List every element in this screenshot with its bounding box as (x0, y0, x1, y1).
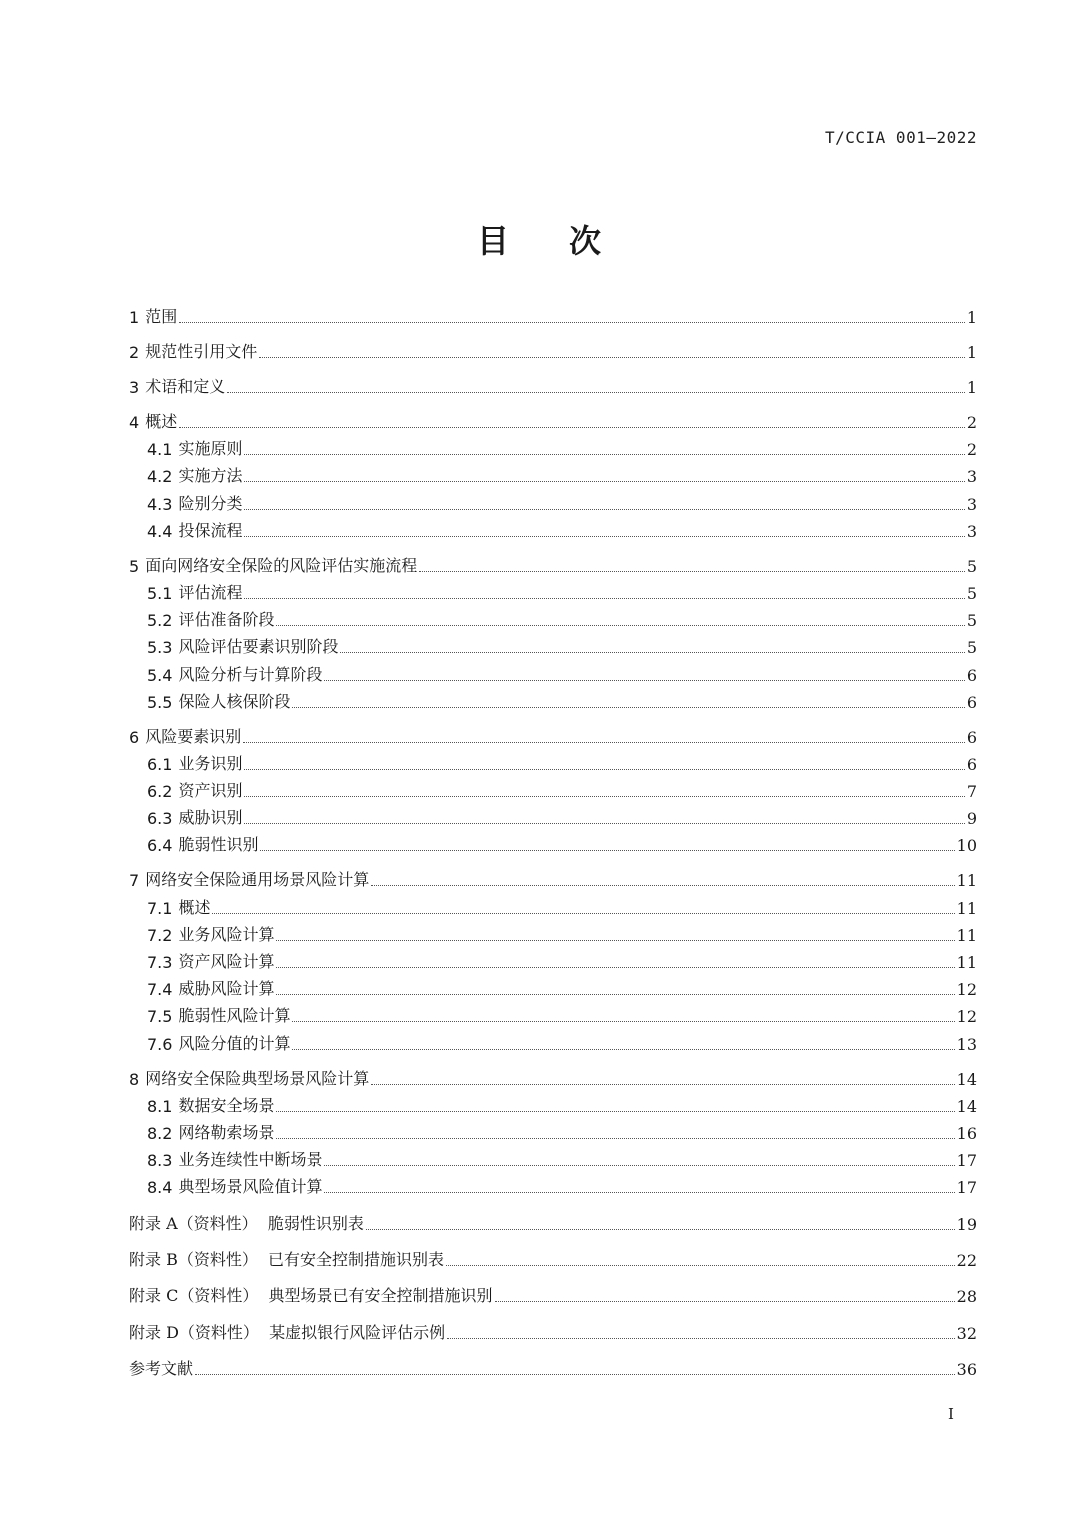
toc-entry[interactable] (129, 1089, 977, 1116)
toc-entry-page: 5 (966, 638, 977, 658)
toc-entry[interactable] (129, 1116, 977, 1143)
toc-entry-number: 5.3 (147, 638, 173, 658)
toc-entry-page: 14 (956, 1096, 977, 1116)
toc-entry-number: 8 (129, 1069, 140, 1089)
toc-entry-title: 概述 (178, 897, 211, 917)
toc-entry[interactable] (129, 397, 977, 432)
toc-entry-title: 业务识别 (178, 753, 243, 773)
title-part-1: 目 (476, 222, 511, 260)
toc-leader-dots (276, 993, 954, 995)
toc-entry-page: 11 (956, 898, 977, 918)
toc-entry-title: 面向网络安全保险的风险评估实施流程 (145, 555, 418, 575)
toc-entry-title: 数据安全场景 (178, 1095, 275, 1115)
toc-entry[interactable] (129, 1143, 977, 1170)
toc-entry-page: 13 (956, 1034, 977, 1054)
toc-leader-dots (244, 508, 964, 510)
toc-leader-dots (324, 679, 964, 681)
toc-leader-dots (244, 597, 964, 599)
toc-entry-title: 附录 A（资料性） 脆弱性识别表 (129, 1213, 364, 1233)
toc-entry-page: 6 (966, 727, 977, 747)
toc-entry-page: 10 (956, 836, 977, 856)
toc-entry-title: 脆弱性识别 (178, 835, 259, 855)
toc-entry-title: 脆弱性风险计算 (178, 1006, 291, 1026)
toc-entry-title: 资产风险计算 (178, 952, 275, 971)
toc-entry-page: 3 (966, 521, 977, 541)
toc-entry[interactable] (129, 327, 977, 362)
toc-entry-number: 3 (129, 378, 140, 397)
toc-entry-page: 17 (956, 1151, 977, 1171)
toc-entry[interactable] (129, 972, 977, 999)
toc-entry-number: 1 (129, 308, 140, 327)
toc-entry[interactable] (129, 459, 977, 486)
toc-entry[interactable] (129, 855, 977, 890)
toc-entry-number: 8.1 (147, 1096, 173, 1116)
toc-leader-dots (276, 966, 954, 968)
toc-entry-title: 网络安全保险通用场景风险计算 (145, 870, 370, 890)
toc-entry-page: 19 (956, 1214, 977, 1234)
toc-entry-title: 典型场景风险值计算 (178, 1177, 323, 1197)
toc-entry-number: 4.4 (147, 521, 173, 541)
toc-leader-dots (371, 1083, 954, 1085)
toc-entry-page: 28 (956, 1287, 977, 1307)
toc-entry-number: 6.4 (147, 836, 173, 856)
toc-entry[interactable] (129, 1054, 977, 1089)
toc-entry-title: 风险要素识别 (145, 726, 242, 746)
toc-entry-page: 12 (956, 1007, 977, 1027)
toc-leader-dots (244, 768, 964, 770)
toc-entry-number: 5.5 (147, 692, 173, 712)
toc-entry-page: 5 (966, 583, 977, 603)
toc-entry[interactable] (129, 918, 977, 945)
toc-leader-dots (292, 1020, 954, 1022)
toc-leader-dots (292, 706, 964, 708)
toc-entry-page: 1 (966, 308, 977, 327)
toc-leader-dots (244, 822, 964, 824)
toc-entry-title: 风险分析与计算阶段 (178, 664, 323, 684)
toc-entry-title: 威胁风险计算 (178, 979, 275, 999)
toc-entry[interactable] (129, 1270, 977, 1306)
toc-entry[interactable] (129, 292, 977, 327)
toc-entry-page: 9 (966, 809, 977, 829)
toc-leader-dots (179, 321, 965, 323)
toc-entry-number: 7.4 (147, 980, 173, 1000)
toc-entry[interactable] (129, 712, 977, 747)
toc-entry-title: 投保流程 (178, 520, 243, 540)
toc-entry[interactable] (129, 486, 977, 513)
toc-entry-title: 附录 D（资料性） 某虚拟银行风险评估示例 (129, 1322, 446, 1342)
toc-leader-dots (495, 1300, 955, 1302)
toc-entry-title: 保险人核保阶段 (178, 691, 291, 711)
toc-leader-dots (276, 1110, 954, 1112)
toc-entry-number: 6.1 (147, 754, 173, 774)
toc-entry-page: 11 (956, 953, 977, 972)
toc-entry[interactable] (129, 630, 977, 657)
document-code: T/CCIA 001—2022 (825, 128, 977, 147)
toc-entry-page: 2 (966, 440, 977, 460)
toc-entry[interactable] (129, 1234, 977, 1270)
page-title (0, 216, 1080, 262)
toc-entry-title: 范围 (145, 307, 178, 326)
toc-entry[interactable] (129, 657, 977, 684)
toc-entry-title: 实施原则 (178, 439, 243, 459)
toc-entry-number: 4.1 (147, 440, 173, 460)
toc-entry-number: 8.2 (147, 1123, 173, 1143)
toc-entry-page: 11 (956, 925, 977, 945)
toc-entry-page: 36 (956, 1360, 977, 1380)
toc-entry-page: 14 (956, 1069, 977, 1089)
toc-entry-number: 5.1 (147, 583, 173, 603)
toc-entry-page: 12 (956, 980, 977, 1000)
toc-entry-page: 6 (966, 665, 977, 685)
toc-entry-title: 网络安全保险典型场景风险计算 (145, 1068, 370, 1088)
toc-leader-dots (244, 795, 964, 797)
toc-entry[interactable] (129, 1170, 977, 1197)
toc-leader-dots (260, 849, 954, 851)
toc-entry-page: 5 (966, 611, 977, 631)
toc-entry-number: 5.4 (147, 665, 173, 685)
toc-entry-title: 附录 B（资料性） 已有安全控制措施识别表 (129, 1250, 445, 1270)
toc-leader-dots (276, 939, 954, 941)
toc-entry-number: 7 (129, 871, 140, 891)
toc-entry-title: 术语和定义 (145, 377, 226, 396)
toc-entry-page: 5 (966, 556, 977, 576)
toc-leader-dots (340, 651, 964, 653)
toc-entry[interactable] (129, 1026, 977, 1053)
toc-entry-number: 4.3 (147, 494, 173, 514)
toc-entry[interactable] (129, 576, 977, 603)
toc-entry-number: 7.3 (147, 953, 173, 972)
toc-leader-dots (195, 1373, 955, 1375)
toc-entry[interactable] (129, 541, 977, 576)
toc-entry-title: 资产识别 (178, 781, 243, 801)
toc-entry-number: 4 (129, 413, 140, 432)
toc-entry-title: 概述 (145, 412, 178, 431)
toc-entry-page: 3 (966, 467, 977, 487)
toc-leader-dots (276, 624, 964, 626)
toc-entry[interactable] (129, 1197, 977, 1233)
toc-entry-page: 32 (956, 1323, 977, 1343)
toc-leader-dots (179, 426, 965, 428)
toc-entry-number: 7.2 (147, 925, 173, 945)
toc-entry[interactable] (129, 747, 977, 774)
toc-leader-dots (259, 356, 965, 358)
toc-entry-number: 8.3 (147, 1151, 173, 1171)
toc-entry-page: 22 (956, 1251, 977, 1271)
toc-entry-title: 附录 C（资料性） 典型场景已有安全控制措施识别 (129, 1286, 493, 1306)
toc-entry-number: 6 (129, 727, 140, 747)
title-part-2: 次 (569, 222, 604, 260)
toc-entry-title: 业务风险计算 (178, 924, 275, 944)
toc-entry-number: 7.6 (147, 1034, 173, 1054)
toc-entry-title: 风险评估要素识别阶段 (178, 637, 339, 657)
toc-leader-dots (244, 535, 964, 537)
toc-entry-page: 7 (966, 782, 977, 802)
toc-leader-dots (324, 1164, 954, 1166)
toc-leader-dots (419, 570, 965, 572)
toc-entry[interactable] (129, 603, 977, 630)
toc-entry[interactable] (129, 362, 977, 397)
toc-leader-dots (244, 453, 964, 455)
toc-entry-page: 11 (956, 871, 977, 891)
toc-entry-page: 3 (966, 494, 977, 514)
page-number: I (948, 1405, 954, 1423)
toc-entry-title: 规范性引用文件 (145, 342, 258, 361)
toc-entry[interactable] (129, 945, 977, 972)
toc-leader-dots (276, 1137, 954, 1139)
toc-entry[interactable] (129, 514, 977, 541)
toc-leader-dots (244, 480, 964, 482)
toc-entry-title: 实施方法 (178, 466, 243, 486)
toc-entry-page: 6 (966, 754, 977, 774)
toc-entry-number: 8.4 (147, 1178, 173, 1198)
toc-leader-dots (447, 1337, 955, 1339)
toc-entry-number: 6.3 (147, 809, 173, 829)
toc-entry-title: 评估流程 (178, 582, 243, 602)
toc-entry-number: 6.2 (147, 782, 173, 802)
toc-entry-title: 风险分值的计算 (178, 1033, 291, 1053)
toc-entry-page: 16 (956, 1123, 977, 1143)
toc-entry-page: 2 (966, 413, 977, 432)
toc-entry-number: 5 (129, 556, 140, 576)
toc-leader-dots (212, 912, 954, 914)
toc-leader-dots (371, 884, 954, 886)
toc-leader-dots (446, 1264, 955, 1266)
toc-entry-title: 威胁识别 (178, 808, 243, 828)
toc-entry-number: 5.2 (147, 611, 173, 631)
toc-entry-number: 2 (129, 343, 140, 362)
toc-entry-title: 参考文献 (129, 1359, 194, 1379)
toc-entry-title: 网络勒索场景 (178, 1122, 275, 1142)
toc-entry-title: 评估准备阶段 (178, 610, 275, 630)
toc-entry-number: 4.2 (147, 467, 173, 487)
toc-entry[interactable] (129, 890, 977, 917)
toc-entry-title: 业务连续性中断场景 (178, 1150, 323, 1170)
toc-entry[interactable] (129, 999, 977, 1026)
toc-entry[interactable] (129, 828, 977, 855)
toc-entry[interactable] (129, 774, 977, 801)
toc-entry-page: 17 (956, 1178, 977, 1198)
toc-entry[interactable] (129, 432, 977, 459)
toc-entry-number: 7.1 (147, 898, 173, 918)
toc-entry-number: 7.5 (147, 1007, 173, 1027)
toc-leader-dots (227, 391, 965, 393)
toc-entry-page: 1 (966, 378, 977, 397)
toc-entry[interactable] (129, 801, 977, 828)
toc-entry[interactable] (129, 1306, 977, 1342)
toc-entry[interactable] (129, 685, 977, 712)
table-of-contents (129, 292, 977, 1379)
toc-leader-dots (366, 1228, 955, 1230)
toc-entry[interactable] (129, 1343, 977, 1379)
toc-entry-page: 1 (966, 343, 977, 362)
toc-leader-dots (324, 1191, 954, 1193)
toc-entry-page: 6 (966, 692, 977, 712)
toc-leader-dots (243, 741, 965, 743)
toc-entry-title: 险别分类 (178, 493, 243, 513)
toc-leader-dots (292, 1048, 954, 1050)
